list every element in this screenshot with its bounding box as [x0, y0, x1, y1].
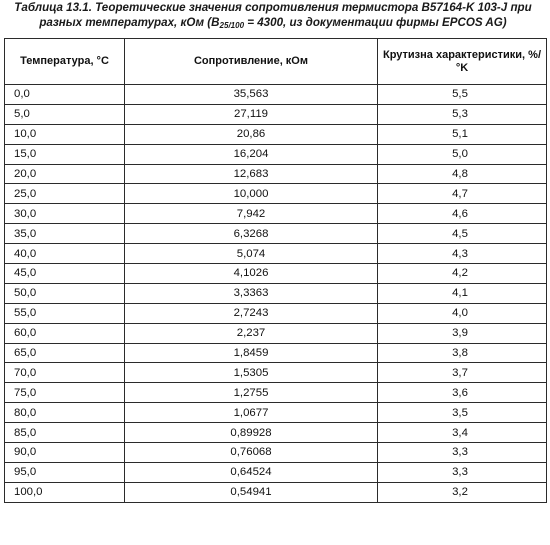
cell-resistance: 27,119: [125, 104, 378, 124]
cell-slope: 5,1: [378, 124, 547, 144]
caption-subscript: 25/100: [219, 21, 245, 30]
cell-resistance: 6,3268: [125, 224, 378, 244]
cell-resistance: 0,89928: [125, 423, 378, 443]
header-slope: Крутизна характеристики, %/°K: [378, 39, 547, 85]
header-resistance: Сопротивление, кОм: [125, 39, 378, 85]
cell-slope: 4,7: [378, 184, 547, 204]
cell-slope: 5,5: [378, 85, 547, 105]
cell-resistance: 1,5305: [125, 363, 378, 383]
cell-slope: 4,6: [378, 204, 547, 224]
cell-temperature: 45,0: [5, 264, 125, 284]
cell-temperature: 90,0: [5, 443, 125, 463]
cell-slope: 4,8: [378, 164, 547, 184]
table-row: [5, 144, 547, 164]
cell-resistance: 2,237: [125, 323, 378, 343]
caption-text: Теоретические значения сопротивления термистора B57164-K 103-J при разных температурах, кОм (B: [39, 1, 532, 29]
cell-resistance: 12,683: [125, 164, 378, 184]
cell-temperature: 60,0: [5, 323, 125, 343]
cell-slope: 3,3: [378, 443, 547, 463]
cell-temperature: 0,0: [5, 85, 125, 105]
cell-resistance: 1,8459: [125, 343, 378, 363]
cell-slope: 5,0: [378, 144, 547, 164]
cell-resistance: 1,2755: [125, 383, 378, 403]
cell-slope: 3,7: [378, 363, 547, 383]
table-row: [5, 224, 547, 244]
cell-slope: 3,6: [378, 383, 547, 403]
table-header-row: [5, 39, 547, 85]
table-row: [5, 283, 547, 303]
cell-temperature: 100,0: [5, 482, 125, 502]
cell-temperature: 50,0: [5, 283, 125, 303]
cell-resistance: 0,76068: [125, 443, 378, 463]
cell-resistance: 1,0677: [125, 403, 378, 423]
cell-temperature: 75,0: [5, 383, 125, 403]
cell-temperature: 70,0: [5, 363, 125, 383]
cell-slope: 3,9: [378, 323, 547, 343]
cell-temperature: 15,0: [5, 144, 125, 164]
cell-resistance: 20,86: [125, 124, 378, 144]
cell-temperature: 35,0: [5, 224, 125, 244]
cell-resistance: 35,563: [125, 85, 378, 105]
cell-slope: 3,2: [378, 482, 547, 502]
cell-temperature: 85,0: [5, 423, 125, 443]
table-row: [5, 184, 547, 204]
cell-temperature: 65,0: [5, 343, 125, 363]
table-row: [5, 423, 547, 443]
caption-number: Таблица 13.1.: [14, 1, 92, 14]
cell-temperature: 20,0: [5, 164, 125, 184]
cell-slope: 5,3: [378, 104, 547, 124]
cell-resistance: 0,64524: [125, 462, 378, 482]
cell-slope: 4,3: [378, 244, 547, 264]
header-temperature: Температура, °C: [5, 39, 125, 85]
cell-resistance: 7,942: [125, 204, 378, 224]
cell-slope: 3,3: [378, 462, 547, 482]
table-row: [5, 164, 547, 184]
cell-slope: 4,5: [378, 224, 547, 244]
cell-temperature: 80,0: [5, 403, 125, 423]
table-caption: [0, 0, 546, 33]
table-row: [5, 363, 547, 383]
cell-resistance: 10,000: [125, 184, 378, 204]
cell-temperature: 25,0: [5, 184, 125, 204]
table-row: [5, 264, 547, 284]
cell-slope: 4,1: [378, 283, 547, 303]
table-row: [5, 303, 547, 323]
cell-temperature: 5,0: [5, 104, 125, 124]
table-row: [5, 323, 547, 343]
cell-resistance: 2,7243: [125, 303, 378, 323]
cell-slope: 3,8: [378, 343, 547, 363]
cell-temperature: 30,0: [5, 204, 125, 224]
cell-temperature: 95,0: [5, 462, 125, 482]
table-row: [5, 383, 547, 403]
thermistor-resistance-table: [4, 38, 547, 503]
cell-slope: 3,5: [378, 403, 547, 423]
table-row: [5, 204, 547, 224]
table-row: [5, 343, 547, 363]
cell-resistance: 5,074: [125, 244, 378, 264]
table-row: [5, 104, 547, 124]
cell-resistance: 4,1026: [125, 264, 378, 284]
table-row: [5, 244, 547, 264]
table-row: [5, 462, 547, 482]
table-row: [5, 124, 547, 144]
table-row: [5, 482, 547, 502]
table-row: [5, 403, 547, 423]
cell-temperature: 55,0: [5, 303, 125, 323]
cell-temperature: 40,0: [5, 244, 125, 264]
caption-text-end: = 4300, из документации фирмы EPCOS AG): [244, 16, 507, 29]
cell-slope: 4,0: [378, 303, 547, 323]
table-row: [5, 443, 547, 463]
cell-resistance: 0,54941: [125, 482, 378, 502]
cell-slope: 4,2: [378, 264, 547, 284]
cell-slope: 3,4: [378, 423, 547, 443]
cell-temperature: 10,0: [5, 124, 125, 144]
cell-resistance: 16,204: [125, 144, 378, 164]
table-row: [5, 85, 547, 105]
cell-resistance: 3,3363: [125, 283, 378, 303]
